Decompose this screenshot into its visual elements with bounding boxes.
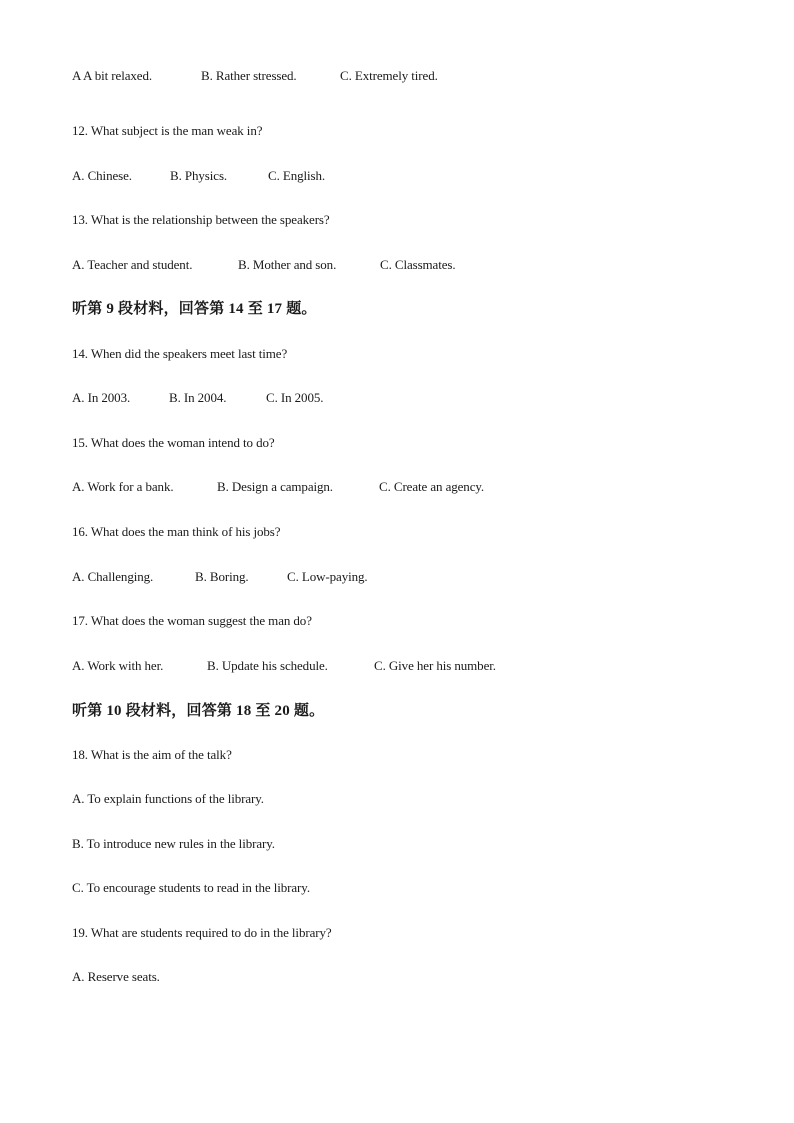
q16-option-a: A. Challenging. (72, 569, 154, 584)
q15-options-row (72, 479, 484, 495)
q16-options-row (72, 569, 368, 585)
q12-question: 12. What subject is the man weak in? (72, 123, 263, 138)
q19-question: 19. What are students required to do in the library? (72, 925, 332, 940)
q17-options-row (72, 658, 496, 674)
q19-option-a: A. Reserve seats. (72, 969, 160, 984)
q12-options-row (72, 168, 325, 184)
q14-options-row (72, 390, 323, 406)
q14-option-b: B. In 2004. (169, 390, 227, 405)
q18-option-c: C. To encourage students to read in the library. (72, 880, 310, 895)
q17-option-c: C. Give her his number. (374, 658, 496, 673)
q16-option-b: B. Boring. (195, 569, 249, 584)
q12-option-b: B. Physics. (170, 168, 228, 183)
q15-option-a: A. Work for a bank. (72, 479, 174, 494)
section-10-heading: 听第 10 段材料，回答第 18 至 20 题。 (72, 703, 325, 719)
q18-option-b: B. To introduce new rules in the library. (72, 836, 275, 851)
q15-option-b: B. Design a campaign. (217, 479, 333, 494)
q11-option-c: C. Extremely tired. (340, 68, 438, 83)
q15-question: 15. What does the woman intend to do? (72, 435, 275, 450)
q16-option-c: C. Low-paying. (287, 569, 368, 584)
q13-question: 13. What is the relationship between the speakers? (72, 212, 330, 227)
q14-option-c: C. In 2005. (266, 390, 324, 405)
q15-option-c: C. Create an agency. (379, 479, 485, 494)
q14-option-a: A. In 2003. (72, 390, 131, 405)
q11-option-b: B. Rather stressed. (201, 68, 297, 83)
q17-question: 17. What does the woman suggest the man do? (72, 613, 312, 628)
q16-question: 16. What does the man think of his jobs? (72, 524, 281, 539)
q13-option-a: A. Teacher and student. (72, 257, 193, 272)
q13-options-row (72, 257, 456, 273)
q18-question: 18. What is the aim of the talk? (72, 747, 232, 762)
q12-option-c: C. English. (268, 168, 326, 183)
section-9-heading: 听第 9 段材料，回答第 14 至 17 题。 (72, 301, 317, 317)
q13-option-c: C. Classmates. (380, 257, 456, 272)
q11-option-a: A A bit relaxed. (72, 68, 152, 83)
q12-option-a: A. Chinese. (72, 168, 132, 183)
q14-question: 14. When did the speakers meet last time? (72, 346, 288, 361)
q17-option-b: B. Update his schedule. (207, 658, 328, 673)
q17-option-a: A. Work with her. (72, 658, 164, 673)
q18-option-a: A. To explain functions of the library. (72, 791, 264, 806)
q13-option-b: B. Mother and son. (238, 257, 337, 272)
q11-options-row (72, 68, 438, 84)
